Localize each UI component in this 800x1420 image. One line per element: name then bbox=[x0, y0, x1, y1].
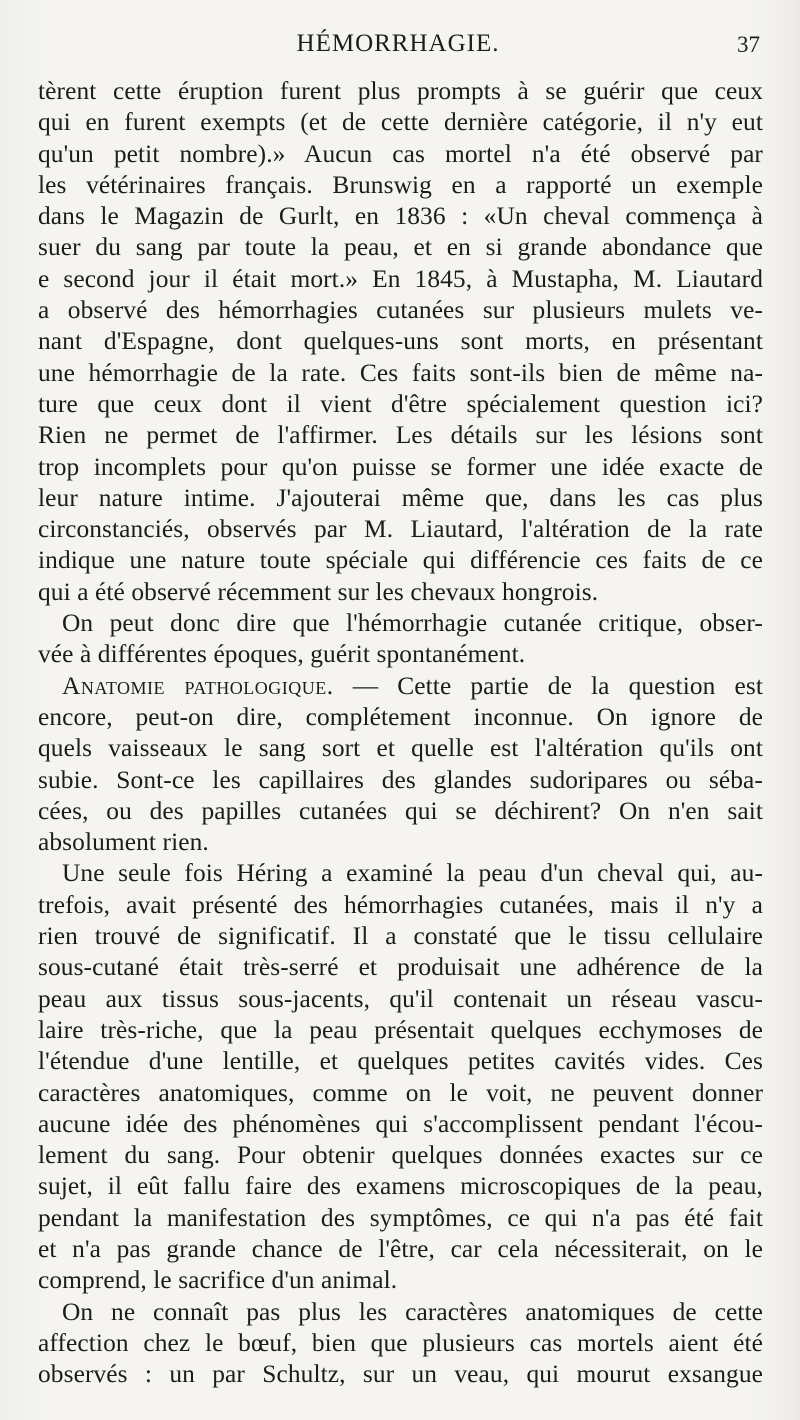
text-line: On ne connaît pas plus les caractères anatomiques de cette bbox=[62, 1297, 763, 1326]
text-line: comprend, le sacrifice d'un animal. bbox=[38, 1266, 398, 1295]
text-line: qui en furent exempts (et de cette dernière catégorie, il n'y eut bbox=[38, 108, 763, 137]
text-line: nant d'Espagne, dont quelques-uns sont morts, en présentant bbox=[38, 327, 763, 356]
text-line: ture que ceux dont il vient d'être spécialement question ici? bbox=[38, 389, 763, 418]
text-line: encore, peut-on dire, complétement inconnue. On ignore de bbox=[38, 702, 763, 731]
text-line: pendant la manifestation des symptômes, ce qui n'a pas été fait bbox=[38, 1203, 763, 1232]
text-line: Une seule fois Héring a examiné la peau d'un cheval qui, au- bbox=[62, 859, 763, 888]
text-line: circonstanciés, observés par M. Liautard, l'altération de la rate bbox=[38, 515, 763, 544]
section-heading: Anatomie pathologique. bbox=[62, 671, 334, 700]
text-line: tèrent cette éruption furent plus prompts à se guérir que ceux bbox=[38, 77, 763, 105]
text-line: observés : un par Schultz, sur un veau, qui mourut exsangue bbox=[38, 1360, 763, 1389]
running-head bbox=[36, 30, 760, 64]
text-line: e second jour il était mort.» En 1845, à Mustapha, M. Liautard bbox=[38, 264, 763, 293]
text-line: et n'a pas grande chance de l'être, car cela nécessiterait, on le bbox=[38, 1234, 763, 1263]
text-line: lement du sang. Pour obtenir quelques données exactes sur ce bbox=[38, 1141, 763, 1170]
text-line: qui a été observé récemment sur les chevaux hongrois. bbox=[38, 577, 599, 606]
text-line: quels vaisseaux le sang sort et quelle est l'altération qu'ils ont bbox=[38, 734, 763, 763]
text-line: Rien ne permet de l'affirmer. Les détails sur les lésions sont bbox=[38, 421, 763, 450]
text-line: aucune idée des phénomènes qui s'accomplissent pendant l'écou- bbox=[38, 1109, 763, 1138]
text-line: rien trouvé de significatif. Il a constaté que le tissu cellulaire bbox=[38, 922, 763, 951]
text-line: On peut donc dire que l'hémorrhagie cutanée critique, obser- bbox=[62, 609, 763, 638]
text-line: peau aux tissus sous-jacents, qu'il contenait un réseau vascu- bbox=[38, 984, 763, 1013]
text-line: trefois, avait présenté des hémorrhagies cutanées, mais il n'y a bbox=[38, 890, 763, 919]
text-line: a observé des hémorrhagies cutanées sur plusieurs mulets ve- bbox=[38, 296, 763, 325]
text-line: l'étendue d'une lentille, et quelques petites cavités vides. Ces bbox=[38, 1047, 763, 1076]
text-line: laire très-riche, que la peau présentait quelques ecchymoses de bbox=[38, 1015, 763, 1044]
text-line: trop incomplets pour qu'on puisse se former une idée exacte de bbox=[38, 452, 763, 481]
text-line: indique une nature toute spéciale qui différencie ces faits de ce bbox=[38, 546, 763, 575]
text-line: cées, ou des papilles cutanées qui se déchirent? On n'en sait bbox=[38, 796, 763, 825]
text-line: caractères anatomiques, comme on le voit, ne peuvent donner bbox=[38, 1078, 763, 1107]
text-line: qu'un petit nombre).» Aucun cas mortel n'a été observé par bbox=[38, 139, 763, 168]
text-line: suer du sang par toute la peau, et en si grande abondance que bbox=[38, 233, 763, 262]
text-run: — Cette partie de la question est bbox=[333, 671, 763, 700]
text-line: subie. Sont-ce les capillaires des glandes sudoripares ou séba- bbox=[38, 765, 763, 794]
text-line: vée à différentes époques, guérit spontanément. bbox=[38, 640, 526, 669]
page-number: 37 bbox=[737, 32, 760, 57]
text-line: absolument rien. bbox=[38, 828, 209, 857]
text-line: dans le Magazin de Gurlt, en 1836 : «Un cheval commença à bbox=[38, 202, 763, 231]
text-line: les vétérinaires français. Brunswig en a rapporté un exemple bbox=[38, 170, 763, 199]
text-line: leur nature intime. J'ajouterai même que, dans les cas plus bbox=[38, 483, 763, 512]
text-line: affection chez le bœuf, bien que plusieurs cas mortels aient été bbox=[38, 1328, 763, 1357]
text-line: une hémorrhagie de la rate. Ces faits sont-ils bien de même na- bbox=[38, 358, 763, 387]
text-line: sujet, il eût fallu faire des examens microscopiques de la peau, bbox=[38, 1172, 763, 1201]
text-line: sous-cutané était très-serré et produisait une adhérence de la bbox=[38, 953, 763, 982]
running-title: HÉMORRHAGIE. bbox=[296, 30, 500, 57]
body-text bbox=[38, 76, 763, 1390]
section-heading-line bbox=[38, 671, 763, 702]
